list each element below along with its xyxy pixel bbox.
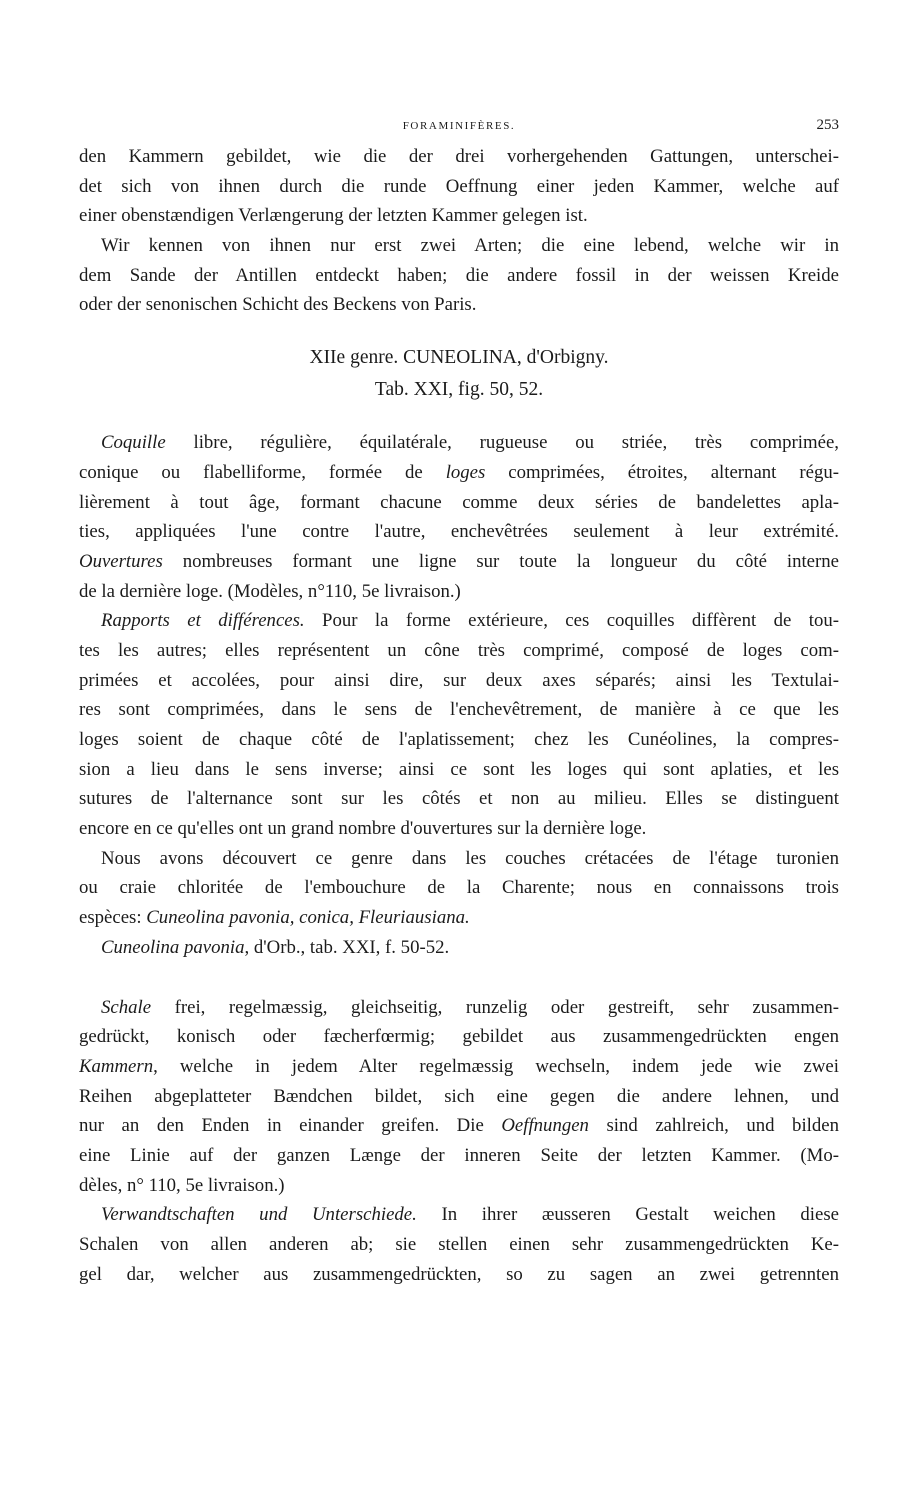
text-line: Kammern, welche in jedem Alter regelmæssig wechseln, indem jede wie zwei xyxy=(79,1055,839,1077)
text-line: espèces: Cuneolina pavonia, conica, Fleuriausiana. xyxy=(79,907,470,929)
species-name: Cuneolina pavonia xyxy=(101,936,245,958)
text-line: Verwandtschaften und Unterschiede. In ihrer æusseren Gestalt weichen diese xyxy=(101,1204,839,1226)
genus-plate-reference: Tab. XXI, fig. 50, 52. xyxy=(374,379,544,401)
text-line: ou craie chloritée de l'embouchure de la Charente; nous en connaissons trois xyxy=(79,877,839,899)
term-loges: loges xyxy=(445,461,486,483)
running-head xyxy=(79,117,839,137)
text-line: primées et accolées, pour ainsi dire, sur deux axes séparés; ainsi les Textulai- xyxy=(79,669,839,691)
term-oeffnungen: Oeffnungen xyxy=(501,1115,589,1137)
text-line: loges soient de chaque côté de l'aplatissement; chez les Cunéolines, la compres- xyxy=(79,729,839,750)
text-line: gel dar, welcher aus zusammengedrückten, so zu sagen an zwei getrennten xyxy=(79,1263,839,1285)
text-line: det sich von ihnen durch die runde Oeffnung einer jeden Kammer, welche auf xyxy=(79,175,839,197)
term-coquille: Coquille xyxy=(101,432,166,454)
term-rapports: Rapports et différences. xyxy=(101,610,305,632)
text-line: den Kammern gebildet, wie die der drei vorhergehenden Gattungen, unterschei- xyxy=(79,146,839,167)
text-line: Coquille libre, régulière, équilatérale, rugueuse ou striée, très comprimée, xyxy=(101,432,839,454)
text-line: nur an den Enden in einander greifen. Die Oeffnungen sind zahlreich, und bilden xyxy=(79,1115,839,1137)
term-kammern: Kammern xyxy=(79,1055,154,1077)
page-number: 253 xyxy=(816,117,839,133)
text-line: conique ou flabelliforme, formée de loges comprimées, étroites, alternant régu- xyxy=(79,461,839,483)
text-line: gedrückt, konisch oder fæcherfœrmig; gebildet aus zusammengedrückten engen xyxy=(79,1026,839,1048)
text-line: Schale frei, regelmæssig, gleichseitig, runzelig oder gestreift, sehr zusammen- xyxy=(101,996,839,1018)
species-list: Cuneolina pavonia, conica, Fleuriausiana. xyxy=(146,907,470,929)
genus-heading: XIIe genre. CUNEOLINA, d'Orbigny. xyxy=(309,347,609,369)
text-line: sion a lieu dans le sens inverse; ainsi ce sont les loges qui sont aplaties, et les xyxy=(79,758,839,780)
running-title: FORAMINIFÈRES. xyxy=(402,120,516,132)
text-line: Cuneolina pavonia, d'Orb., tab. XXI, f. 50-52. xyxy=(101,936,450,958)
text-line: eine Linie auf der ganzen Længe der inneren Seite der letzten Kammer. (Mo- xyxy=(79,1144,839,1166)
term-ouvertures: Ouvertures xyxy=(79,550,163,572)
text-line: Ouvertures nombreuses formant une ligne sur toute la longueur du côté interne xyxy=(79,550,839,572)
term-verwandtschaften: Verwandtschaften und Unterschiede. xyxy=(101,1204,417,1226)
body-text xyxy=(79,142,839,1289)
text-line: de la dernière loge. (Modèles, n°110, 5e livraison.) xyxy=(79,580,461,602)
text-line: Schalen von allen anderen ab; sie stellen einen sehr zusammengedrückten Ke- xyxy=(79,1234,839,1255)
text-line: encore en ce qu'elles ont un grand nombre d'ouvertures sur la dernière loge. xyxy=(79,818,647,840)
text-line: Wir kennen von ihnen nur erst zwei Arten; die eine lebend, welche wir in xyxy=(101,235,839,257)
term-schale: Schale xyxy=(101,996,152,1018)
text-line: einer obenstændigen Verlængerung der letzten Kammer gelegen ist. xyxy=(79,205,588,227)
text-line: sutures de l'alternance sont sur les côtés et non au milieu. Elles se distinguent xyxy=(79,788,839,810)
text-line: oder der senonischen Schicht des Beckens von Paris. xyxy=(79,294,477,316)
text-line: Reihen abgeplatteter Bændchen bildet, sich eine gegen die andere lehnen, und xyxy=(79,1085,839,1107)
text-line: res sont comprimées, dans le sens de l'enchevêtrement, de manière à ce que les xyxy=(79,699,839,721)
text-line: ties, appliquées l'une contre l'autre, enchevêtrées seulement à leur extrémité. xyxy=(79,521,839,543)
text-line: Nous avons découvert ce genre dans les couches crétacées de l'étage turonien xyxy=(101,847,839,869)
text-line: lièrement à tout âge, formant chacune comme deux séries de bandelettes apla- xyxy=(79,491,839,513)
text-line: dèles, n° 110, 5e livraison.) xyxy=(79,1174,285,1196)
text-line: tes les autres; elles représentent un cône très comprimé, composé de loges com- xyxy=(79,639,839,661)
text-line: Rapports et différences. Pour la forme extérieure, ces coquilles diffèrent de tou- xyxy=(101,610,839,632)
text-line: dem Sande der Antillen entdeckt haben; die andere fossil in der weissen Kreide xyxy=(79,264,839,286)
